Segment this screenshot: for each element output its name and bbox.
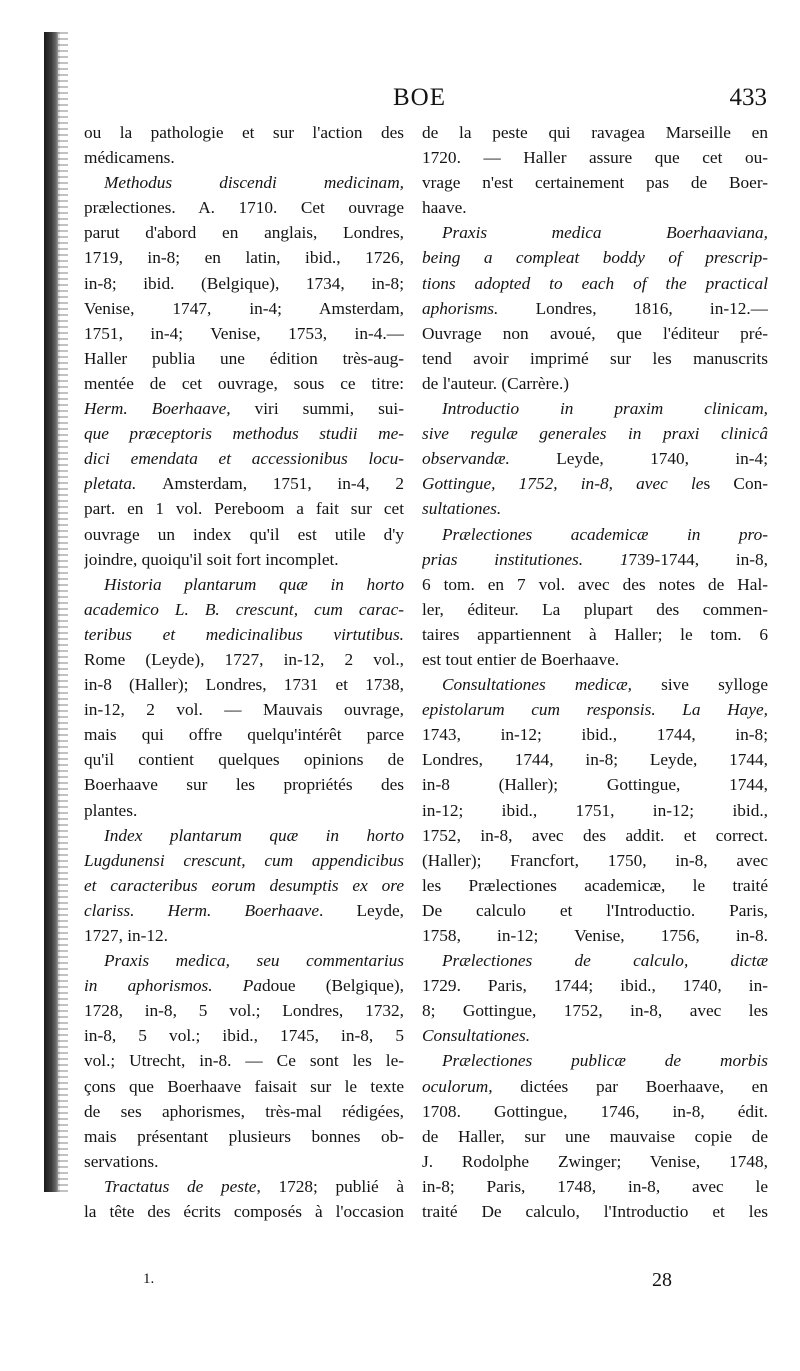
text-line: 1727, in-12.	[84, 926, 169, 945]
text-line: Consultationes.	[422, 1026, 531, 1046]
text-line: in-12; ibid., 1751, in-12; ibid.,	[422, 800, 768, 820]
text-line: Herm. Boerhaave, viri summi, sui-	[84, 399, 404, 419]
text-line: in-8; Paris, 1748, in-8, avec le	[422, 1176, 768, 1196]
text-line: 1758, in-12; Venise, 1756, in-8.	[422, 926, 768, 945]
text-line: haave.	[422, 198, 467, 218]
text-line: tions adopted to each of the practical	[422, 273, 768, 293]
text-line: de Haller, sur une mauvaise copie de	[422, 1126, 768, 1146]
text-line: prælectiones. A. 1710. Cet ouvrage	[84, 198, 404, 218]
text-line: servations.	[84, 1151, 159, 1171]
text-line: 8; Gottingue, 1752, in-8, avec les	[422, 1001, 768, 1021]
text-line: Gottingue, 1752, in-8, avec les Con-	[422, 474, 768, 494]
text-line: Prælectiones de calculo, dictæ	[442, 951, 768, 971]
text-line: dici emendata et accessionibus locu-	[84, 449, 404, 469]
entry-word: BOE	[393, 84, 446, 111]
text-line: Historia plantarum quæ in horto	[104, 574, 404, 594]
text-line: aphorisms. Londres, 1816, in-12.—	[422, 298, 768, 318]
text-line: Prælectiones academicæ in pro-	[442, 524, 768, 544]
text-line: 1752, in-8, avec des addit. et correct.	[422, 825, 768, 845]
text-line: 1708. Gottingue, 1746, in-8, édit.	[422, 1101, 768, 1121]
text-line: Lugdunensi crescunt, cum appendicibus	[84, 850, 404, 870]
text-line: qu'il contient quelques opinions de	[84, 750, 404, 770]
text-line: vrage n'est certainement pas de Boer-	[422, 173, 768, 193]
text-line: Methodus discendi medicinam,	[104, 173, 404, 193]
text-line: Praxis medica Boerhaaviana,	[442, 223, 768, 243]
text-line: Venise, 1747, in-4; Amsterdam,	[84, 298, 404, 318]
text-line: clariss. Herm. Boerhaave. Leyde,	[84, 900, 404, 920]
text-line: la tête des écrits composés à l'occasion	[84, 1202, 404, 1222]
text-line: prias institutiones. 1739-1744, in-8,	[422, 549, 768, 569]
text-line: in-8, 5 vol.; ibid., 1745, in-8, 5	[84, 1026, 404, 1046]
running-head	[0, 84, 800, 118]
text-line: academico L. B. crescunt, cum carac-	[84, 599, 404, 619]
text-line: ler, éditeur. La plupart des commen-	[422, 599, 768, 619]
text-line: teribus et medicinalibus virtutibus.	[84, 624, 404, 644]
text-line: in aphorismos. Padoue (Belgique),	[84, 976, 404, 996]
text-line: (Haller); Francfort, 1750, in-8, avec	[422, 850, 768, 870]
text-line: ouvrage un index qu'il est utile d'y	[84, 524, 404, 544]
text-line: çons que Boerhaave faisait sur le texte	[84, 1076, 404, 1096]
text-line: epistolarum cum responsis. La Haye,	[422, 700, 768, 720]
text-line: Prælectiones publicæ de morbis	[442, 1051, 768, 1071]
text-line: Tractatus de peste, 1728; publié à	[104, 1176, 404, 1196]
page-number: 433	[729, 84, 767, 111]
text-line: 1720. — Haller assure que cet ou-	[422, 148, 768, 168]
text-line: De calculo et l'Introductio. Paris,	[422, 900, 768, 920]
text-line: traité De calculo, l'Introductio et les	[422, 1202, 768, 1222]
text-line: in-8; ibid. (Belgique), 1734, in-8;	[84, 273, 404, 293]
text-line: being a compleat boddy of prescrip-	[422, 248, 768, 268]
text-line: mentée de cet ouvrage, sous ce titre:	[84, 373, 404, 393]
page-footer	[0, 1269, 800, 1299]
text-line: Londres, 1744, in-8; Leyde, 1744,	[422, 750, 768, 770]
text-line: Haller publia une édition très-aug-	[84, 348, 404, 368]
text-line: 1719, in-8; en latin, ibid., 1726,	[84, 248, 404, 268]
text-line: 1729. Paris, 1744; ibid., 1740, in-	[422, 976, 768, 996]
text-line: est tout entier de Boerhaave.	[422, 649, 620, 669]
text-line: observandæ. Leyde, 1740, in-4;	[422, 449, 768, 469]
text-line: taires appartiennent à Haller; le tom. 6	[422, 624, 768, 644]
text-line: joindre, quoiqu'il soit fort incomplet.	[84, 549, 339, 569]
text-line: Boerhaave sur les propriétés des	[84, 775, 404, 795]
text-line: Index plantarum quæ in horto	[104, 825, 404, 845]
right-column	[422, 120, 768, 1224]
text-line: parut d'abord en anglais, Londres,	[84, 223, 404, 243]
text-line: 1751, in-4; Venise, 1753, in-4.—	[84, 323, 404, 343]
text-line: mais qui offre quelqu'intérêt parce	[84, 725, 404, 745]
text-line: 1728, in-8, 5 vol.; Londres, 1732,	[84, 1001, 404, 1021]
text-line: de ses aphorismes, très-mal rédigées,	[84, 1101, 404, 1121]
text-line: que præceptoris methodus studii me-	[84, 424, 404, 444]
text-line: vol.; Utrecht, in-8. — Ce sont les le-	[84, 1051, 404, 1071]
text-line: de la peste qui ravagea Marseille en	[422, 123, 768, 142]
text-line: Ouvrage non avoué, que l'éditeur pré-	[422, 323, 768, 343]
text-line: sive regulæ generales in praxi clinicâ	[422, 424, 768, 444]
text-line: Consultationes medicæ, sive sylloge	[442, 675, 768, 695]
text-line: oculorum, dictées par Boerhaave, en	[422, 1076, 768, 1096]
signature-mark: 28	[652, 1269, 672, 1291]
text-line: tend avoir imprimé sur les manuscrits	[422, 348, 768, 368]
text-line: J. Rodolphe Zwinger; Venise, 1748,	[422, 1151, 768, 1171]
text-line: les Prælectiones academicæ, le traité	[422, 875, 768, 895]
text-line: in-12, 2 vol. — Mauvais ouvrage,	[84, 700, 404, 720]
text-line: pletata. Amsterdam, 1751, in-4, 2	[84, 474, 404, 494]
text-line: médicamens.	[84, 148, 175, 168]
text-line: Praxis medica, seu commentarius	[104, 951, 404, 971]
text-line: et caracteribus eorum desumptis ex ore	[84, 875, 404, 895]
left-column	[84, 120, 404, 1224]
text-line: in-8 (Haller); Gottingue, 1744,	[422, 775, 768, 795]
text-line: Introductio in praxim clinicam,	[442, 399, 768, 419]
text-line: mais présentant plusieurs bonnes ob-	[84, 1126, 404, 1146]
text-line: 1743, in-12; ibid., 1744, in-8;	[422, 725, 768, 745]
text-line: 6 tom. en 7 vol. avec des notes de Hal-	[422, 574, 768, 594]
text-line: de l'auteur. (Carrère.)	[422, 373, 570, 393]
text-line: in-8 (Haller); Londres, 1731 et 1738,	[84, 675, 404, 695]
text-line: Rome (Leyde), 1727, in-12, 2 vol.,	[84, 649, 404, 669]
text-line: plantes.	[84, 800, 138, 820]
footer-mark: 1.	[143, 1271, 155, 1287]
binding-edge	[44, 32, 60, 1192]
text-line: ou la pathologie et sur l'action des	[84, 123, 404, 142]
text-line: sultationes.	[422, 499, 502, 519]
text-line: part. en 1 vol. Pereboom a fait sur cet	[84, 499, 404, 519]
